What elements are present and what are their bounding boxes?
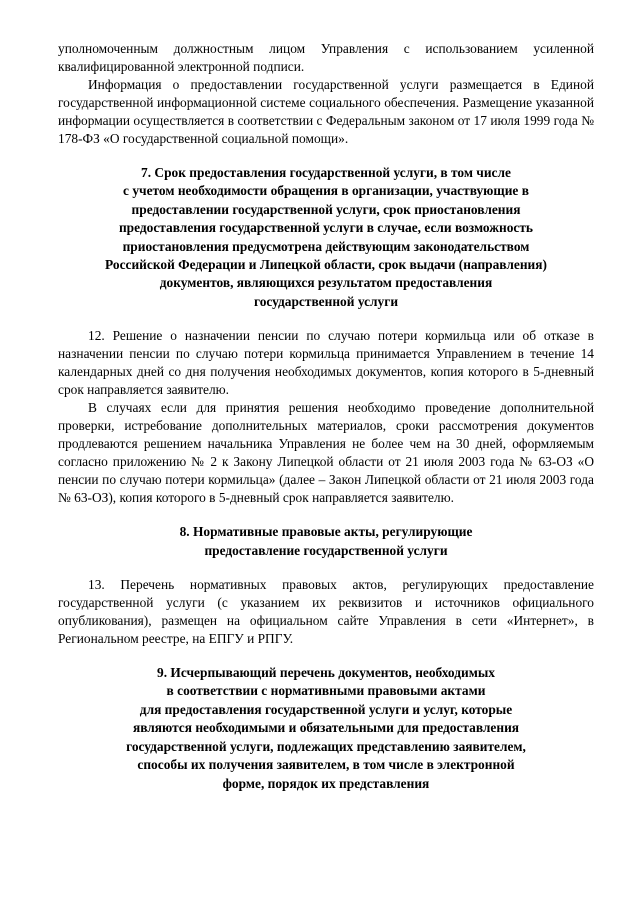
section-heading-8 (58, 523, 594, 560)
heading-line: приостановления предусмотрена действующим законодательством (122, 238, 530, 254)
heading-line: предоставлении государственной услуги, срок приостановления (131, 201, 521, 217)
heading-line: форме, порядок их представления (222, 775, 430, 791)
paragraph-signature-note: уполномоченным должностным лицом Управления с использованием усиленной квалифицированной электронной подписи. (58, 41, 594, 74)
document-page (58, 40, 594, 793)
paragraph-13: 13. Перечень нормативных правовых актов, регулирующих предоставление государственной услуги (с указанием их реквизитов и источников официального опубликования), размещен на официальном сайте Управления в сети «Интернет», в Региональном реестре, на ЕПГУ и РПГУ. (58, 577, 594, 647)
heading-line: способы их получения заявителем, в том числе в электронной (137, 757, 515, 773)
paragraph-extension: В случаях если для принятия решения необходимо проведение дополнительной проверки, истребование дополнительных материалов, сроки рассмотрения документов продлеваются решением начальника Управления не более чем на 30 дней, оформляемым согласно приложению № 2 к Закону Липецкой области от 21 июля 2003 года № 63-ОЗ «О пенсии по случаю потери кормильца» (далее – Закон Липецкой области от 21 июля 2003 года № 63-ОЗ), копия которого в 5-дневный срок направляется заявителю. (58, 400, 594, 506)
heading-line: предоставление государственной услуги (204, 542, 448, 558)
heading-line: 9. Исчерпывающий перечень документов, необходимых (157, 665, 495, 681)
heading-line: в соответствии с нормативными правовыми актами (166, 683, 486, 699)
heading-line: государственной услуги (253, 293, 399, 309)
section-heading-7 (58, 164, 594, 311)
section-heading-9 (58, 664, 594, 793)
heading-line: с учетом необходимости обращения в организации, участвующие в (123, 183, 529, 199)
heading-line: являются необходимыми и обязательными для предоставления (132, 720, 520, 736)
heading-line: государственной услуги, подлежащих представлению заявителем, (126, 738, 526, 754)
heading-line: документов, являющихся результатом предоставления (159, 275, 493, 291)
heading-line: 8. Нормативные правовые акты, регулирующие (179, 524, 473, 540)
heading-line: Российской Федерации и Липецкой области, срок выдачи (направления) (105, 257, 547, 273)
paragraph-12: 12. Решение о назначении пенсии по случаю потери кормильца или об отказе в назначении пенсии по случаю потери кормильца принимается Управлением в течение 14 календарных дней со дня получения необходимых документов, копия которого в 5-дневный срок направляется заявителю. (58, 328, 594, 398)
heading-line: 7. Срок предоставления государственной услуги, в том числе (141, 165, 511, 180)
paragraph-info-placement: Информация о предоставлении государственной услуги размещается в Единой государственной информационной системе социального обеспечения. Размещение указанной информации осуществляется в соответствии с Федеральным законом от 17 июля 1999 года № 178-ФЗ «О государственной социальной помощи». (58, 77, 594, 146)
heading-line: предоставления государственной услуги в случае, если возможность (118, 220, 534, 236)
heading-line: для предоставления государственной услуги и услуг, которые (139, 701, 513, 717)
